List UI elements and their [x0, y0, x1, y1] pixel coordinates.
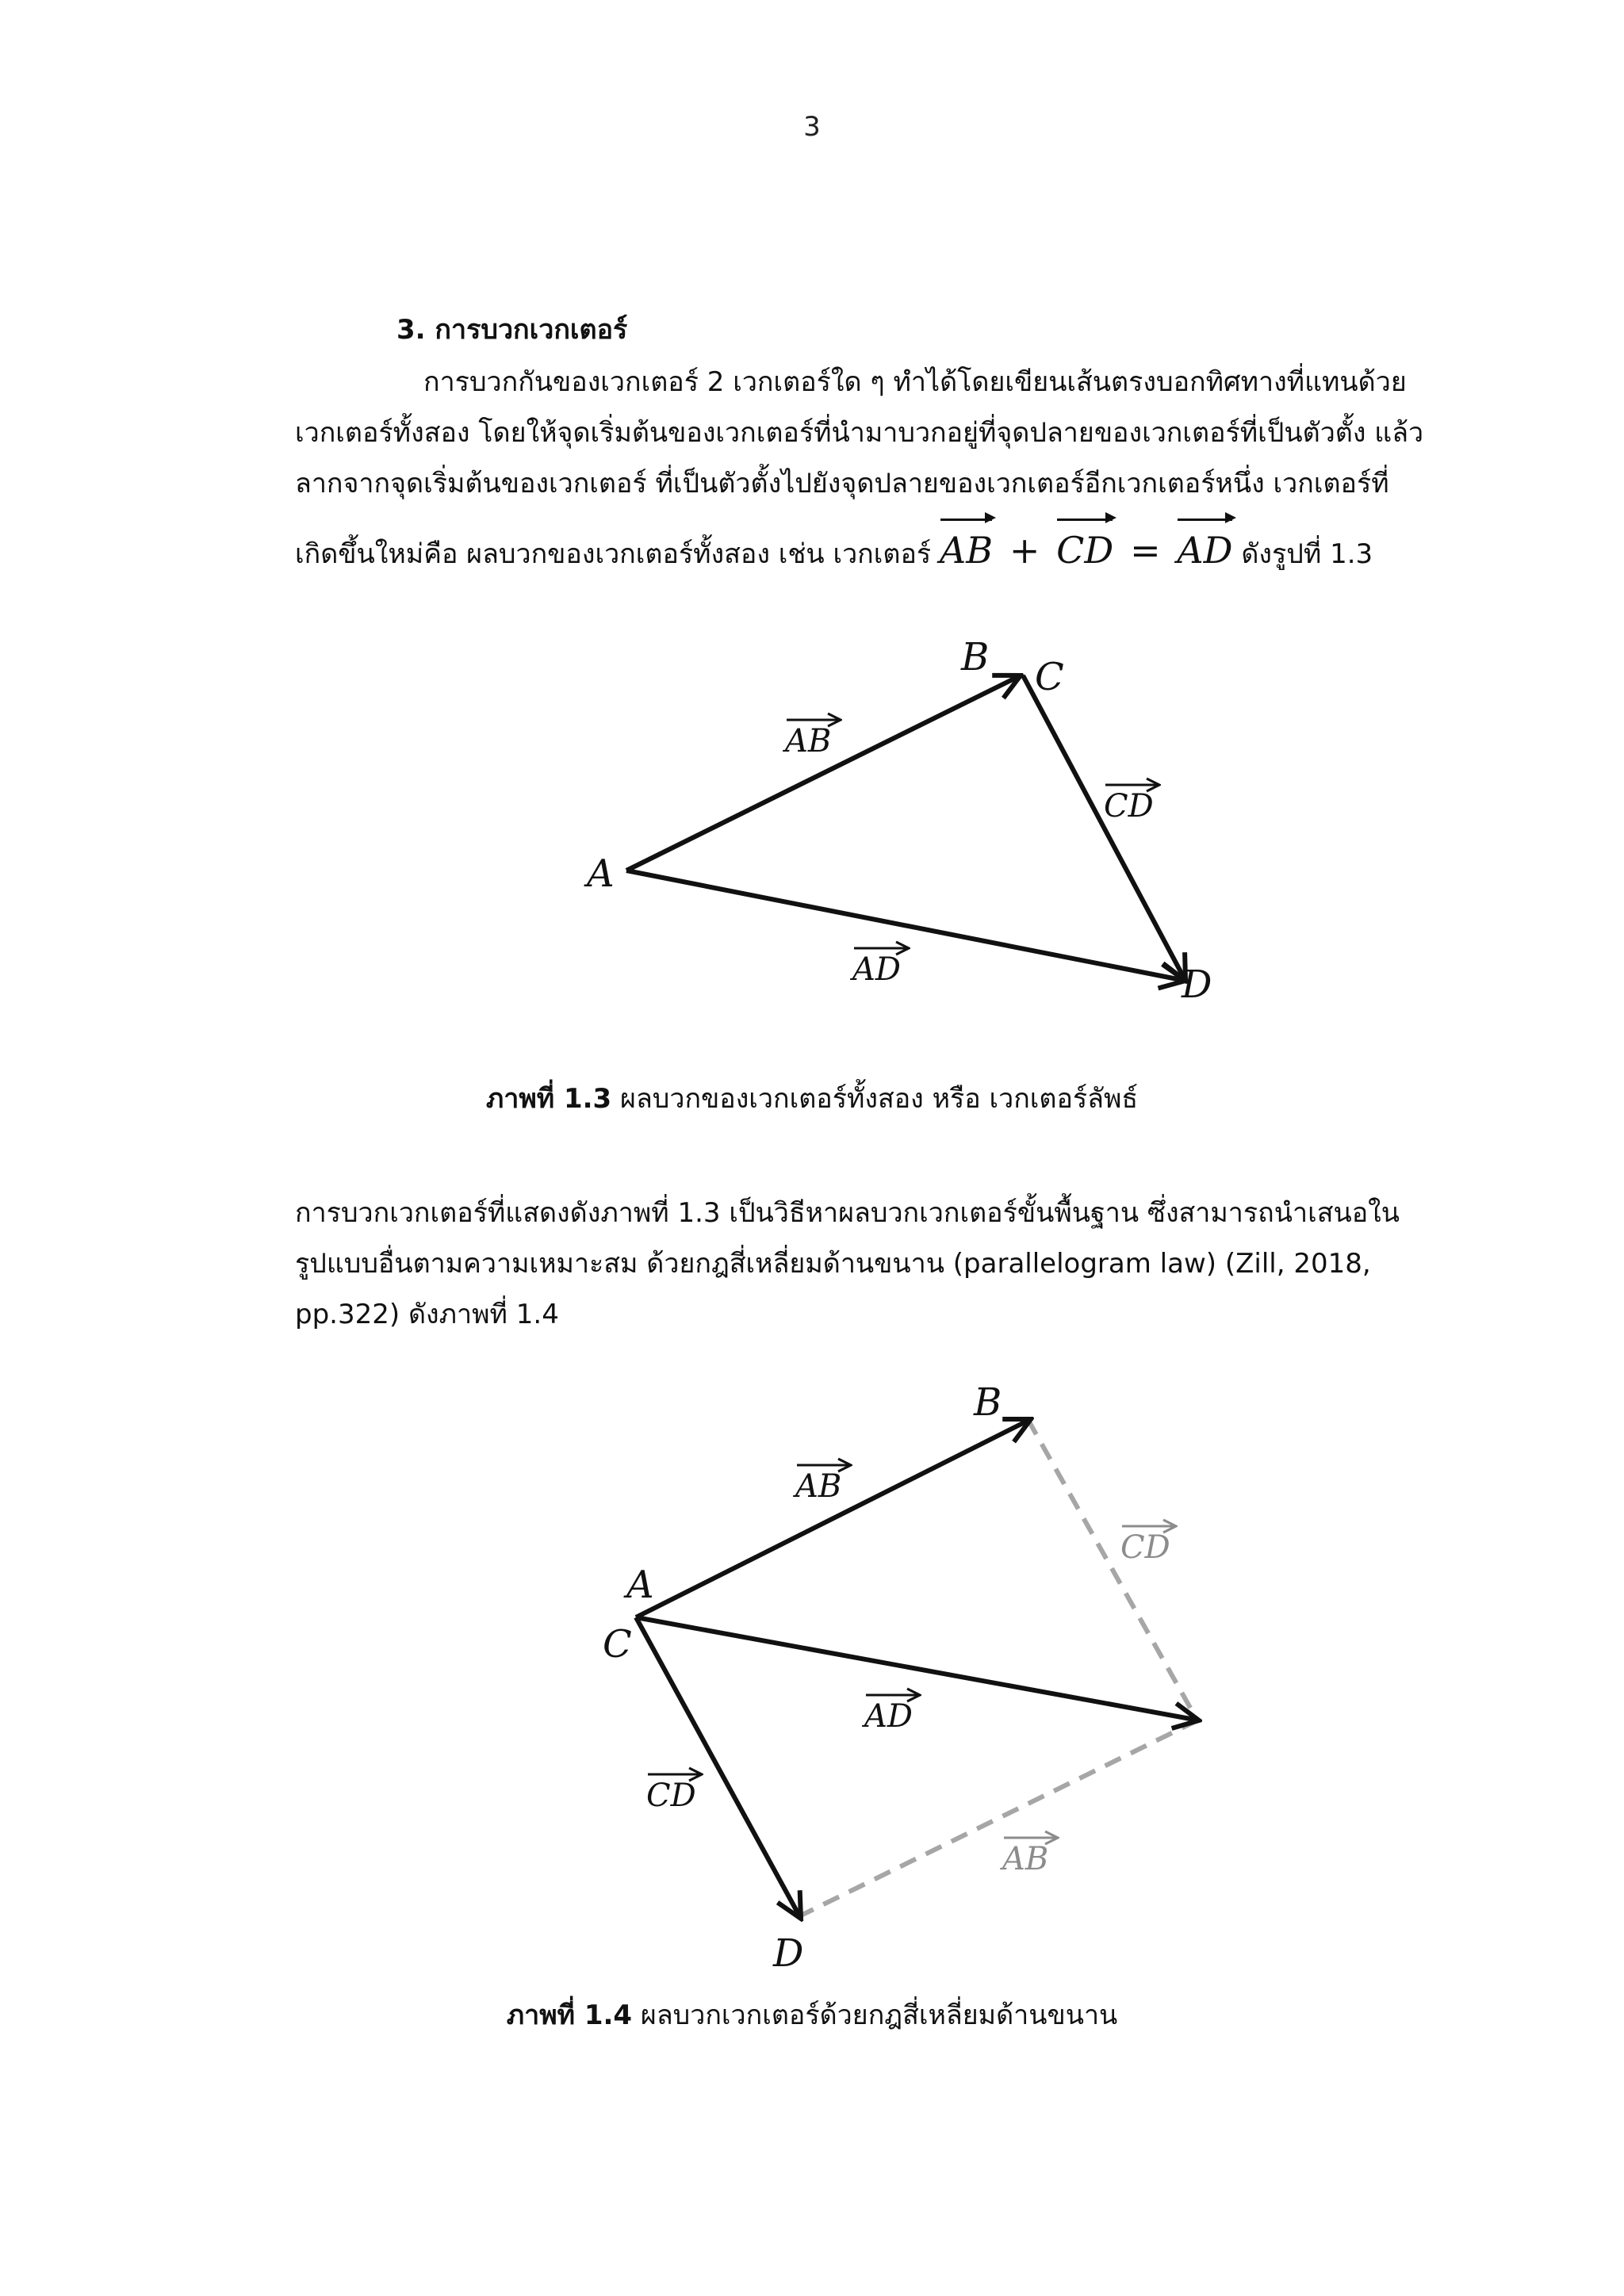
vector-label-ab-gray: AB	[1002, 1841, 1049, 1877]
vector-ad-arrow-2	[636, 1617, 1199, 1720]
vector-ad-arrow	[626, 871, 1185, 981]
point-label-d: D	[1182, 962, 1212, 1007]
paragraph-1-line-4-prefix: เกิดขึ้นใหม่คือ ผลบวกของเวกเตอร์ทั้งสอง เช่น เวกเตอร์	[295, 538, 932, 570]
vector-cd-arrow-2	[636, 1617, 801, 1919]
point-label-d-2: D	[773, 1931, 804, 1976]
vector-label-ab-2: AB	[795, 1468, 842, 1505]
figure-1-4-caption	[0, 1993, 1624, 2036]
equation-vector-ab: AB	[940, 514, 993, 576]
vector-cd-arrow	[1023, 675, 1185, 981]
dashed-ab-edge	[798, 1720, 1197, 1917]
vector-label-cd: CD	[1104, 788, 1154, 825]
point-label-b: B	[961, 635, 990, 679]
vector-ab-arrow	[626, 675, 1021, 871]
vector-label-ad: AD	[852, 951, 901, 988]
dashed-cd-edge	[1028, 1419, 1197, 1720]
section-number: 3.	[396, 314, 426, 346]
vector-label-cd-gray: CD	[1120, 1529, 1170, 1566]
vector-label-overarrows-gray	[1004, 1526, 1176, 1838]
point-label-a-2: A	[626, 1563, 654, 1607]
equation-vector-ad: AD	[1177, 514, 1232, 576]
figure-1-3-caption	[0, 1077, 1624, 1119]
equation-plus: +	[1009, 529, 1040, 572]
paragraph-2-line-1: การบวกเวกเตอร์ที่แสดงดังภาพที่ 1.3 เป็นวิธีหาผลบวกเวกเตอร์ขั้นพื้นฐาน ซึ่งสามารถนำเสนอใน	[295, 1197, 1400, 1229]
equation-equals: =	[1130, 529, 1161, 572]
vector-label-ad-2: AD	[864, 1698, 913, 1735]
paragraph-2-line-2: รูปแบบอื่นตามความเหมาะสม ด้วยกฎสี่เหลี่ยมด้านขนาน (parallelogram law) (Zill, 2018,	[295, 1248, 1371, 1280]
vector-label-ab: AB	[785, 723, 832, 760]
section-title: การบวกเวกเตอร์	[435, 314, 628, 346]
figure-1-3	[0, 0, 1624, 1110]
point-label-b-2: B	[974, 1380, 1002, 1425]
figure-1-4	[0, 1348, 1624, 1982]
vector-label-cd-2: CD	[646, 1777, 696, 1814]
paragraph-1-line-1: การบวกกันของเวกเตอร์ 2 เวกเตอร์ใด ๆ ทำได้โดยเขียนเส้นตรงบอกทิศทางที่แทนด้วย	[423, 366, 1407, 398]
page-number: 3	[803, 111, 821, 143]
vector-ab-arrow-2	[636, 1419, 1031, 1617]
point-label-a: A	[587, 851, 615, 896]
figure-1-4-caption-label: ภาพที่ 1.4	[506, 1999, 633, 2031]
paragraph-1-line-3: ลากจากจุดเริ่มต้นของเวกเตอร์ ที่เป็นตัวตั้งไปยังจุดปลายของเวกเตอร์อีกเวกเตอร์หนึ่ง เวกเตอร์ที่	[295, 468, 1389, 499]
paragraph-1-line-4-suffix: ดังรูปที่ 1.3	[1241, 538, 1373, 570]
paragraph-2-line-3: pp.322) ดังภาพที่ 1.4	[295, 1299, 559, 1330]
paragraph-2	[295, 1188, 1432, 1340]
figure-1-3-caption-text: ผลบวกของเวกเตอร์ทั้งสอง หรือ เวกเตอร์ลัพธ์	[620, 1083, 1139, 1115]
point-label-c: C	[1035, 655, 1064, 699]
figure-1-4-caption-text: ผลบวกเวกเตอร์ด้วยกฎสี่เหลี่ยมด้านขนาน	[640, 1999, 1118, 2031]
point-label-c-2: C	[603, 1622, 632, 1667]
paragraph-1-line-2: เวกเตอร์ทั้งสอง โดยให้จุดเริ่มต้นของเวกเตอร์ที่นำมาบวกอยู่ที่จุดปลายของเวกเตอร์ที่เป็นตัวตั้ง แล้ว	[295, 417, 1424, 449]
figure-1-3-caption-label: ภาพที่ 1.3	[485, 1083, 612, 1115]
equation-vector-cd: CD	[1056, 514, 1113, 576]
